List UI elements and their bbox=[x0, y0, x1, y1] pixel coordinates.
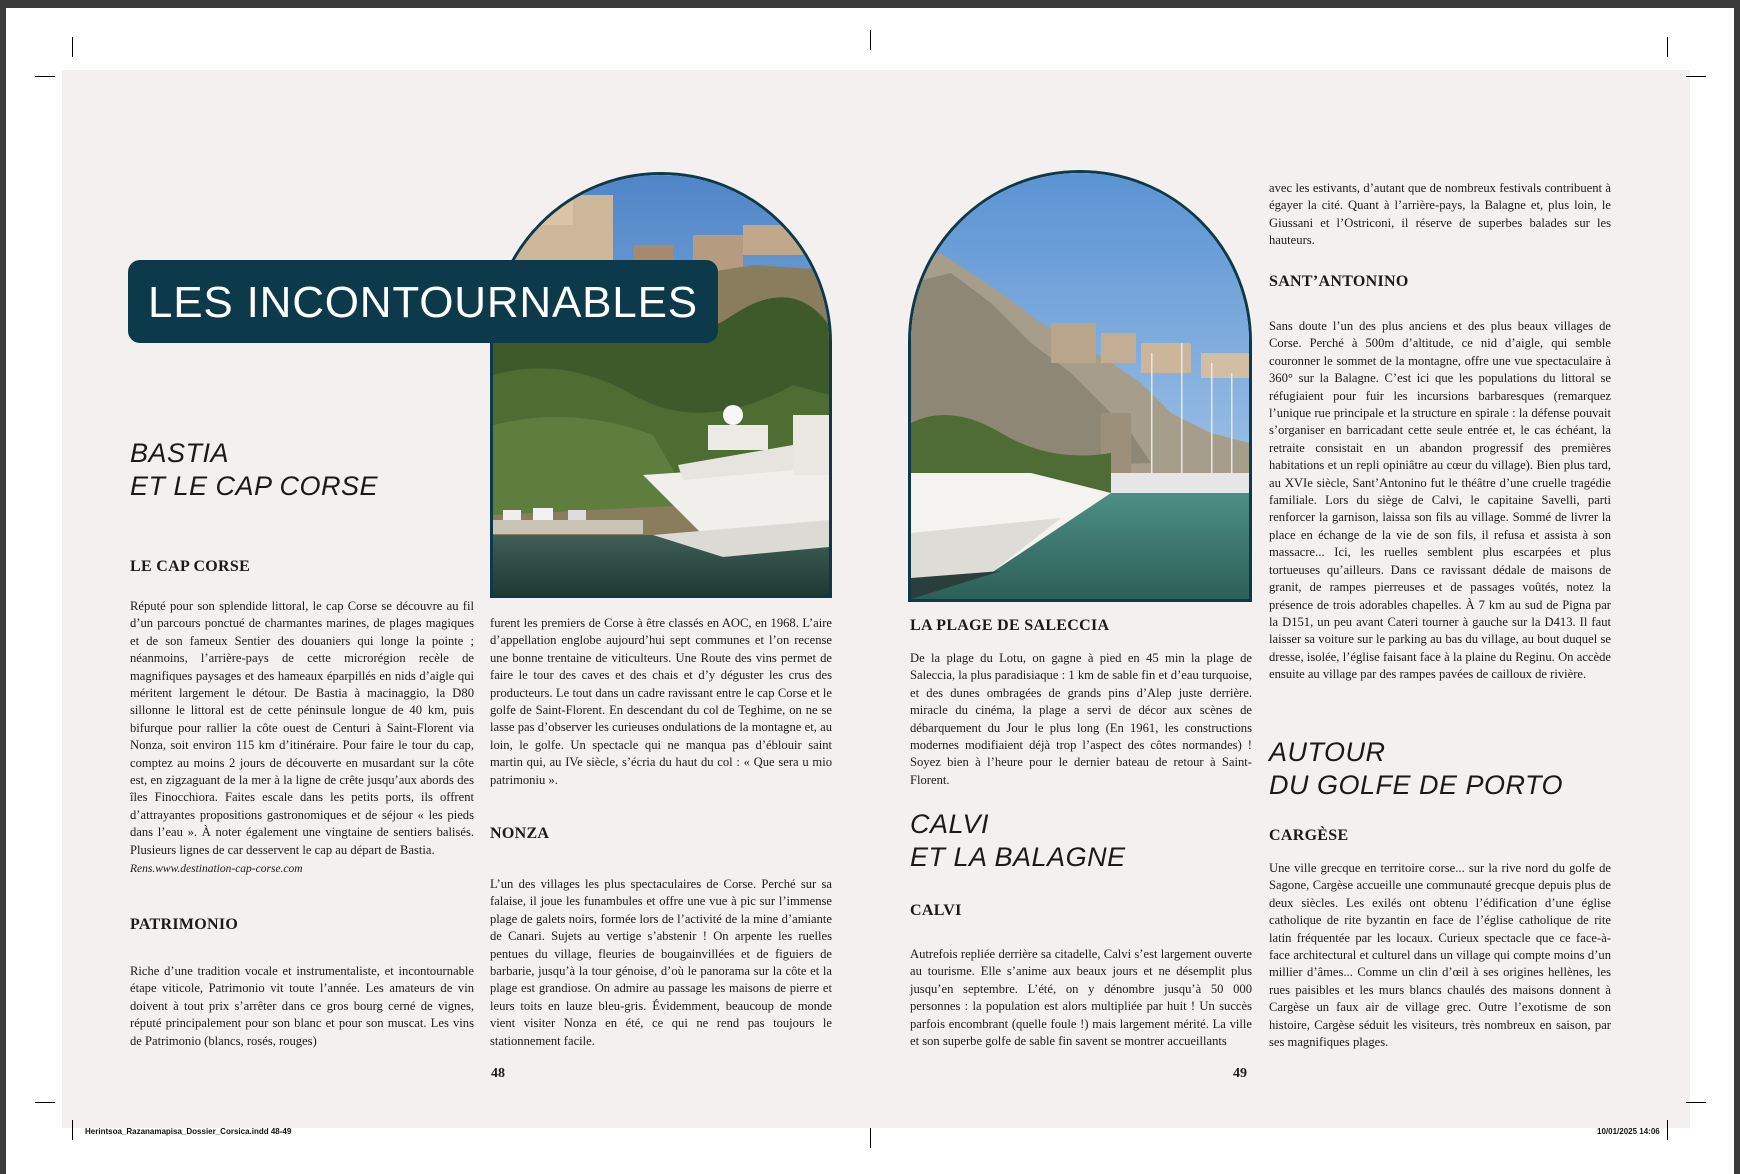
page-number-left: 48 bbox=[491, 1066, 505, 1081]
text-nonza bbox=[490, 876, 832, 1050]
paragraph-sant-antonino: Sans doute l’un des plus anciens et des plus beaux villages de Corse. Perché à 500m d’altitude, ce nid d’aigle, qui semble couronner le sommet de la montagne, offre une vue spectaculaire à 360° sur la Balagne. C’est ici que les populations du littoral se réfugiaient pour fuir les incursions barbaresques (remarquez l’unique rue principale et la structure en spirale : la défense pouvait s’organiser en barricadant cette seule entrée et, le cas échéant, la retraite consistait en un abandon progressif des premières habitations et un repli opiniâtre au cœur du village). Bien plus tard, au XVIe siècle, Sant’Antonino fut le théâtre d’une cruelle tragédie familiale. Lors du siège de Calvi, le capitaine Savelli, parti renforcer la garnison, laissa son fils au village. Sommé de livrer la place en échange de la vie de son fils, il refusa et assista à son massacre... Ici, les ruelles semblent plus escarpées et plus tortueuses qu’ailleurs. Dans ce ravissant dédale de maisons de granit, de rampes pierreuses et de passages voûtés, notez la présence de trois adorables chapelles. À 7 km au sud de Pigna par la D151, un peu avant Cateri tourner à gauche sur la D413. Il faut laisser sa voiture sur le parking au bas du village, au bout duquel se dresse, isolée, l’église faisant face à la plaine du Reginu. On accède ensuite au village par des rampes pavées de cailloux de rivière. bbox=[1269, 319, 1611, 682]
section-title-line: DU GOLFE DE PORTO bbox=[1269, 770, 1564, 800]
crop-mark bbox=[72, 1120, 73, 1140]
paragraph-calvi: Autrefois repliée derrière sa citadelle, Calvi s’est largement ouverte au tourisme. Elle s’anime aux beaux jours et ne désemplit plus jusqu’en septembre. L’été, on y dénombre jusqu’à 50 000 personnes : la population est alors multipliée par huit ! Un succès parfois encombrant (quelle foule !) mais largement mérité. La ville et son superbe golfe de sable fin savent se montrer accueillants bbox=[910, 947, 1252, 1049]
crop-mark bbox=[72, 37, 73, 57]
heading-patrimonio: PATRIMONIO bbox=[130, 916, 239, 933]
text-column-2 bbox=[490, 615, 832, 789]
yacht-harbor-photo bbox=[490, 172, 832, 598]
crop-mark bbox=[1686, 76, 1706, 77]
crop-mark bbox=[1667, 1120, 1668, 1140]
text-sant-antonino bbox=[1269, 318, 1611, 684]
paragraph-saleccia: De la plage du Lotu, on gagne à pied en 45 min la plage de Saleccia, la plus paradisiaque : 1 km de sable fin et d’eau turquoise, et des dunes ombragées de grands pins d’Alep juste derrière. miracle du cinéma, la plage a servi de décor aux scènes de débarquement du Jour le plus long (En 1961, les constructions modernes modifiaient déjà trop l’aspect des côtes normandes) ! Soyez bien à l’heure pour le dernier bateau de retour à Saint-Florent. bbox=[910, 651, 1252, 787]
slug-filename: Herintsoa_Razanamapisa_Dossier_Corsica.indd 48-49 bbox=[85, 1127, 292, 1136]
section-title-porto bbox=[1269, 736, 1563, 802]
window-top-strip bbox=[0, 0, 1740, 8]
paragraph-patrimonio: Riche d’une tradition vocale et instrumentaliste, et incontournable étape viticole, Patrimonio vit toute l’année. Les amateurs de vin doivent à tout prix s’arrêter dans ce gros bourg cerné de vignes, réputé principalement pour son blanc et pour son muscat. Les vins de Patrimonio (blancs, rosés, rouges) bbox=[130, 964, 474, 1048]
heading-calvi: CALVI bbox=[910, 902, 962, 919]
paragraph-aoc: furent les premiers de Corse à être classés en AOC, en 1968. L’aire d’appellation englobe aujourd’hui sept communes et l’on recense une bonne trentaine de viticulteurs. Une Route des vins permet de faire le tour des caves et des chais et d’y déguster les crus des producteurs. Le tout dans un cadre ravissant entre le cap Corse et le golfe de Saint-Florent. En descendant du col de Teghime, on ne se lasse pas d’observer les curieuses ondulations de la montagne et, au loin, le golfe. Un spectacle qui ne manqua pas d’éblouir saint martin qui, au IVe siècle, s’écria du haut du col : « Que sera u mio patrimoniu ». bbox=[490, 616, 832, 787]
section-title-line: CALVI bbox=[910, 809, 990, 839]
text-saleccia bbox=[910, 650, 1252, 789]
text-calvi bbox=[910, 946, 1252, 1050]
section-title-line: ET LA BALAGNE bbox=[910, 842, 1126, 872]
section-banner bbox=[128, 260, 718, 343]
section-title-bastia bbox=[130, 437, 378, 503]
text-column-1 bbox=[130, 598, 474, 879]
crop-mark bbox=[870, 1128, 871, 1148]
heading-saleccia: LA PLAGE DE SALECCIA bbox=[910, 617, 1110, 634]
text-cargese bbox=[1269, 860, 1611, 1051]
right-edge-strip bbox=[1734, 8, 1740, 1174]
left-edge-strip bbox=[0, 8, 6, 1174]
section-title-line: BASTIA bbox=[130, 438, 230, 468]
heading-sant-antonino: SANT’ANTONINO bbox=[1269, 273, 1409, 290]
heading-nonza: NONZA bbox=[490, 825, 550, 842]
banner-title: LES INCONTOURNABLES bbox=[148, 278, 698, 327]
section-title-line: AUTOUR bbox=[1269, 737, 1386, 767]
paragraph-cargese: Une ville grecque en territoire corse... sur la rive nord du golfe de Sagone, Cargèse accueille une communauté grecque depuis plus de deux siècles. Les exilés ont obtenu l’édification d’une église catholique de rite byzantin en face de l’église catholique de rite latin fréquentée par les locaux. Curieux spectacle que ce face-à-face architectural et culturel dans un village qui compte moins d’un millier d’âmes... Comme un clin d’œil à ses origines hellènes, les rues paisibles et les murs blancs chaulés des maisons donnent à Cargèse un faux air de village grec. Outre l’exotisme de son histoire, Cargèse séduit les visiteurs, très nombreux en saison, par ses magnifiques plages. bbox=[1269, 861, 1611, 1050]
source-credit: Rens.www.destination-cap-corse.com bbox=[130, 863, 303, 876]
text-column-4-top bbox=[1269, 180, 1611, 250]
citadel-harbor-photo bbox=[908, 170, 1252, 602]
crop-mark bbox=[35, 1102, 55, 1103]
paragraph-nonza: L’un des villages les plus spectaculaires de Corse. Perché sur sa falaise, il joue les funambules et offre une vue à pic sur l’immense plage de galets noirs, formée lors de l’activité de la mine d’amiante de Canari. Sujets au vertige s’abstenir ! On arpente les ruelles pentues du village, fleuries de bougainvillées et de figuiers de barbarie, jusqu’à la tour génoise, d’où le panorama sur la côte et la plage est grandiose. On admire au passage les maisons de pierre et leurs toits en lauze bleu-gris. Évidemment, beaucoup de monde vient visiter Nonza en été, ce qui ne rend pas toujours le stationnement facile. bbox=[490, 877, 832, 1048]
heading-cargese: CARGÈSE bbox=[1269, 827, 1349, 844]
section-title-calvi bbox=[910, 808, 1126, 874]
section-title-line: ET LE CAP CORSE bbox=[130, 471, 379, 501]
page-number-right: 49 bbox=[1233, 1066, 1247, 1081]
crop-mark bbox=[870, 30, 871, 50]
text-patrimonio bbox=[130, 963, 474, 1050]
crop-mark bbox=[35, 76, 55, 77]
paragraph-cap-corse: Réputé pour son splendide littoral, le cap Corse se découvre au fil d’un parcours ponctué de charmantes marines, de plages magiques et de son fameux Sentier des douaniers qui longe la pointe ; néanmoins, l’arrière-pays de cette microrégion recèle de magnifiques paysages et des hameaux éparpillés en nids d’aigle qui méritent largement le détour. De Bastia à macinaggio, la D80 sillonne le littoral est de cette péninsule longue de 40 km, puis bifurque pour rallier la côte ouest de Centuri à Saint-Florent via Nonza, soit environ 115 km d’itinéraire. Pour faire le tour du cap, comptez au moins 2 jours de découverte en musardant sur la côte est, en zigzaguant de la mer à la ligne de crête jusqu’aux abords des îles Finocchiora. Faites escale dans les petits ports, ils offrent d’attrayantes propositions gastronomiques et de séjour « les pieds dans l’eau ». À noter également une vingtaine de sentiers balisés. Plusieurs lignes de car desservent le cap au départ de Bastia. bbox=[130, 599, 474, 857]
crop-mark bbox=[1667, 37, 1668, 57]
paragraph-festivals: avec les estivants, d’autant que de nombreux festivals contribuent à égayer la cité. Quant à l’arrière-pays, la Balagne et, plus loin, le Giussani et l’Ostriconi, il réserve de superbes balades sur les hauteurs. bbox=[1269, 181, 1611, 248]
heading-cap-corse: LE CAP CORSE bbox=[130, 558, 251, 575]
crop-mark bbox=[1686, 1102, 1706, 1103]
slug-date: 10/01/2025 14:06 bbox=[1597, 1127, 1660, 1136]
